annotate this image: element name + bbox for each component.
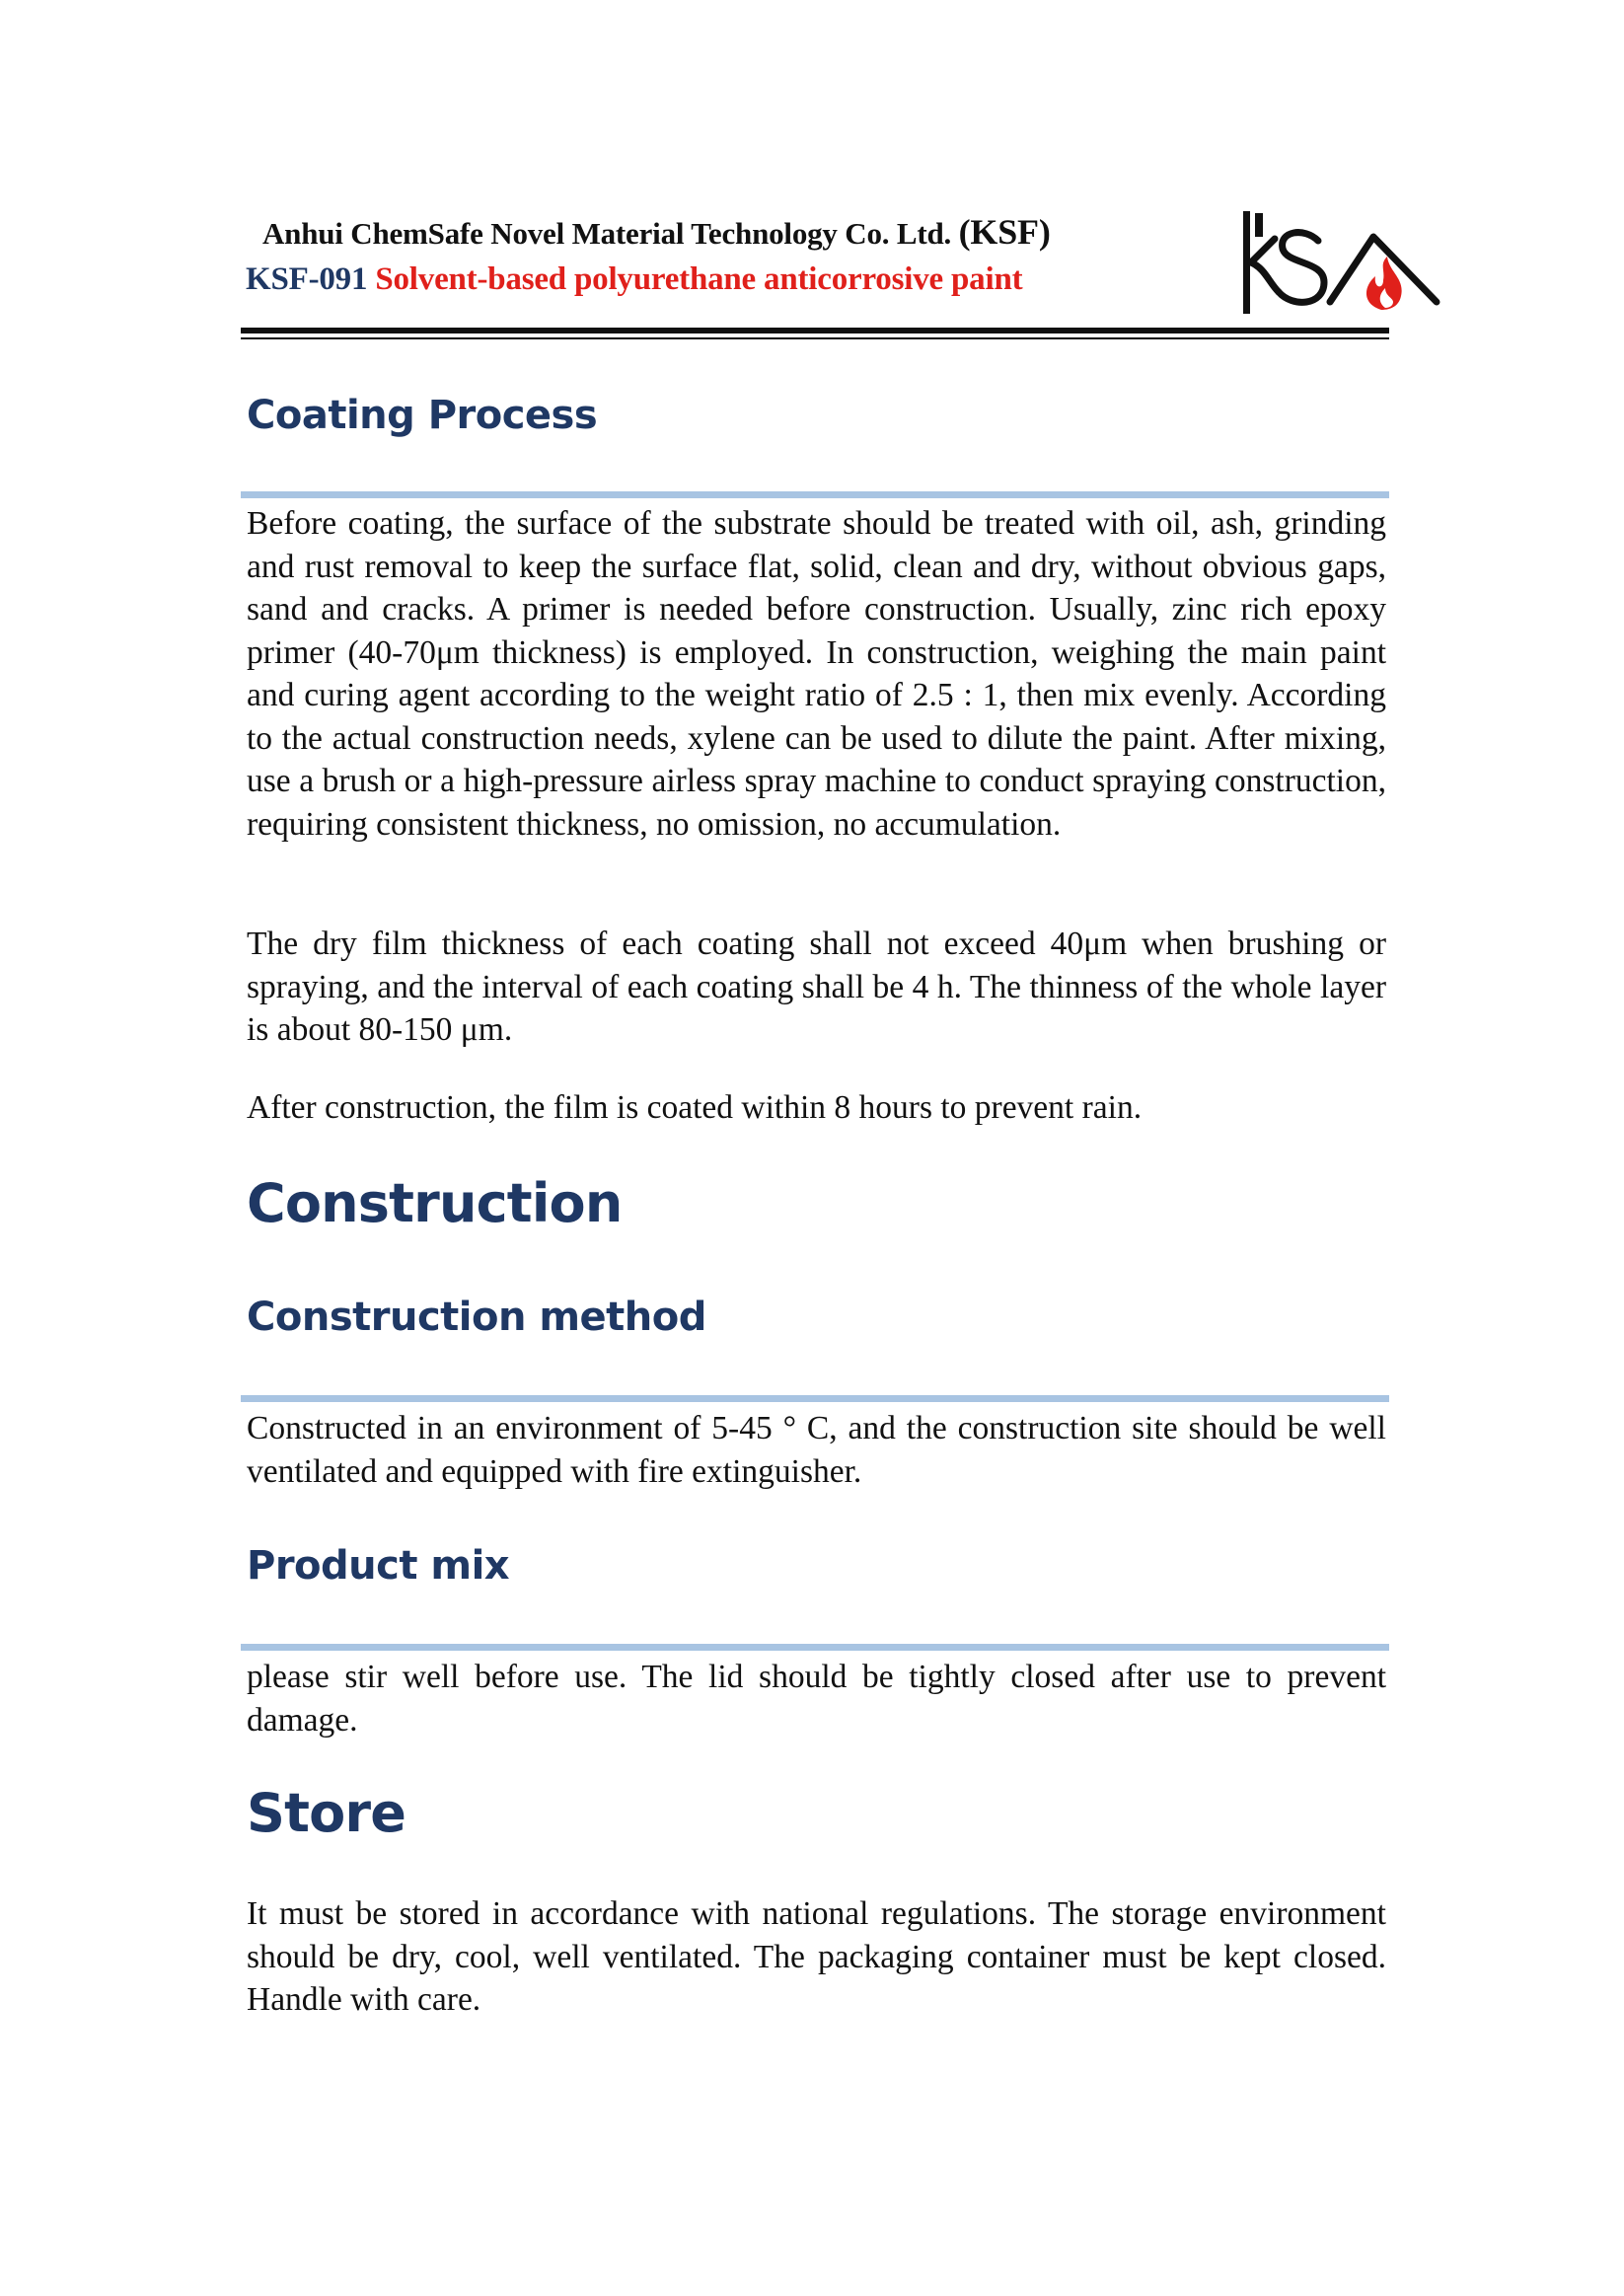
heading-construction: Construction [247, 1172, 623, 1234]
paragraph-coating-1: Before coating, the surface of the substrate should be treated with oil, ash, grinding and rust removal to keep the surface flat, solid, clean and dry, without obvious gaps, sand and cracks. A primer is needed before construction. Usually, zinc rich epoxy primer (40-70μm thickness) is employed. In construction, weighing the main paint and curing agent according to the weight ratio of 2.5 : 1, then mix evenly. According to the actual construction needs, xylene can be used to dilute the paint. After mixing, use a brush or a high-pressure airless spray machine to conduct spraying construction, requiring consistent thickness, no omission, no accumulation. [247, 505, 1386, 843]
heading-product-mix: Product mix [247, 1543, 510, 1589]
paragraph-construction-method: Constructed in an environment of 5-45 ° C, and the construction site should be well ventilated and equipped with fire extinguisher. [247, 1410, 1386, 1490]
paragraph-coating-3: After construction, the film is coated within 8 hours to prevent rain. [247, 1089, 1143, 1126]
paragraph-store: It must be stored in accordance with national regulations. The storage environment should be dry, cool, well ventilated. The packaging container must be kept closed. Handle with care. [247, 1895, 1386, 2018]
heading-coating-process: Coating Process [247, 393, 598, 438]
heading-store: Store [247, 1782, 406, 1844]
heading-construction-method: Construction method [247, 1295, 706, 1340]
product-title [246, 261, 1022, 298]
product-name: Solvent-based polyurethane anticorrosive paint [375, 261, 1023, 297]
ksf-logo [1235, 203, 1444, 320]
section-rule [241, 1644, 1389, 1651]
section-rule [241, 491, 1389, 498]
header-rule-thin [241, 337, 1389, 339]
paragraph-product-mix: please stir well before use. The lid should be tightly closed after use to prevent damage. [247, 1659, 1386, 1739]
company-name-text: Anhui ChemSafe Novel Material Technology Co. Ltd. [262, 216, 952, 251]
company-abbr: (KSF) [958, 212, 1051, 252]
product-code: KSF-091 [246, 261, 368, 297]
header-rule [241, 328, 1389, 333]
company-name [262, 211, 1051, 253]
section-rule [241, 1395, 1389, 1402]
paragraph-coating-2: The dry film thickness of each coating shall not exceed 40μm when brushing or spraying, and the interval of each coating shall be 4 h. The thinness of the whole layer is about 80-150 μm. [247, 926, 1386, 1048]
